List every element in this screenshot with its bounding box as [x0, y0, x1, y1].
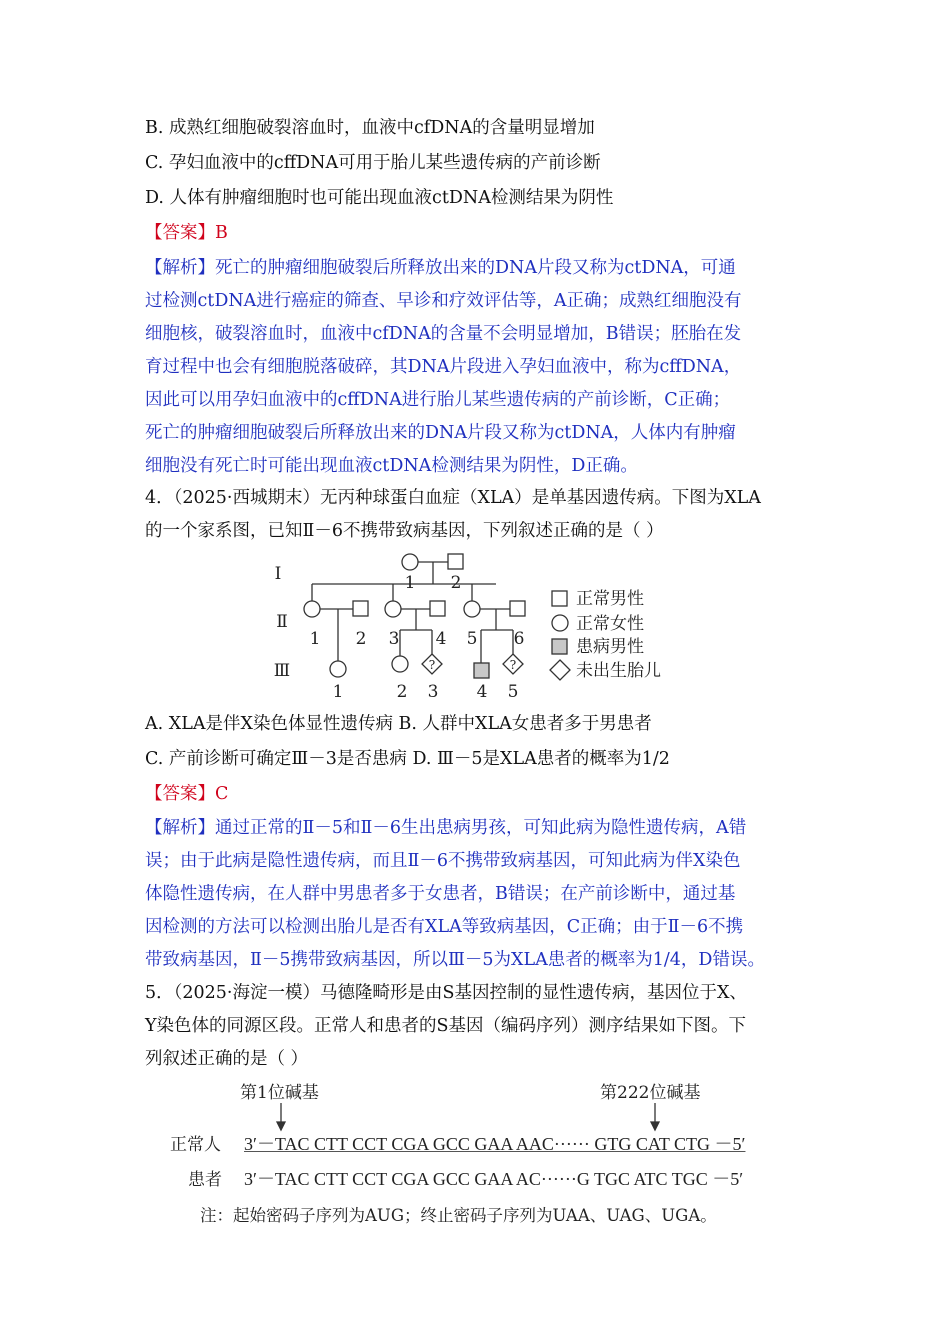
q3-option-b: B. 成熟红细胞破裂溶血时，血液中cfDNA的含量明显增加 — [145, 118, 595, 138]
q3-explanation-line: 过检测ctDNA进行癌症的筛查、早诊和疗效评估等，A正确；成熟红细胞没有 — [145, 291, 742, 311]
figure-note: 注：起始密码子序列为AUG；终止密码子序列为UAA、UAG、UGA。 — [200, 1206, 717, 1225]
gen2-female-1 — [304, 601, 320, 617]
q3-option-c: C. 孕妇血液中的cffDNA可用于胎儿某些遗传病的产前诊断 — [145, 153, 601, 173]
id-label: 5 — [507, 682, 519, 702]
q4-explanation-line: 【解析】通过正常的Ⅱ－5和Ⅱ－6生出患病男孩，可知此病为隐性遗传病，A错 — [145, 818, 747, 838]
q3-explanation-line: 死亡的肿瘤细胞破裂后所释放出来的DNA片段又称为ctDNA，人体内有肿瘤 — [145, 423, 736, 443]
q4-options-cd: C. 产前诊断可确定Ⅲ－3是否患病 D. Ⅲ－5是XLA患者的概率为1/2 — [145, 749, 670, 769]
q4-options-ab: A. XLA是伴X染色体显性遗传病 B. 人群中XLA女患者多于男患者 — [145, 714, 652, 734]
sequence-figure — [170, 1076, 810, 1226]
id-label: 6 — [513, 629, 525, 649]
gen1-male-2 — [448, 554, 463, 569]
gen3-affected-male-4 — [474, 663, 489, 678]
legend-normal-male-symbol — [552, 591, 567, 606]
position-arrows — [170, 1076, 810, 1136]
id-label: 3 — [388, 629, 400, 649]
q4-answer: 【答案】C — [145, 784, 229, 804]
q3-explanation-line: 因此可以用孕妇血液中的cffDNA进行胎儿某些遗传病的产前诊断，C正确； — [145, 390, 731, 410]
label-position-222: 第222位碱基 — [600, 1083, 701, 1103]
unknown-mark: ? — [428, 658, 436, 672]
legend-label: 正常女性 — [576, 614, 644, 634]
id-label: 1 — [404, 573, 416, 593]
legend-label: 未出生胎儿 — [576, 661, 661, 681]
q3-explanation-line: 育过程中也会有细胞脱落破碎，其DNA片段进入孕妇血液中，称为cffDNA， — [145, 357, 742, 377]
q5-stem-line: 列叙述正确的是（ ） — [145, 1049, 309, 1069]
legend-fetus-symbol — [550, 660, 570, 680]
gen3-female-1 — [330, 661, 346, 677]
id-label: 2 — [396, 682, 408, 702]
id-label: 4 — [435, 629, 447, 649]
gen-label: Ⅱ — [276, 612, 288, 632]
normal-label: 正常人 — [170, 1135, 221, 1155]
gen2-female-3 — [385, 601, 401, 617]
q4-explanation-line: 因检测的方法可以检测出胎儿是否有XLA等致病基因，C正确；由于Ⅱ－6不携 — [145, 917, 744, 937]
q4-explanation-line: 误；由于此病是隐性遗传病，而且Ⅱ－6不携带致病基因，可知此病为伴X染色 — [145, 851, 741, 871]
gen-label: Ⅰ — [274, 564, 282, 584]
q5-stem-line: Y染色体的同源区段。正常人和患者的S基因（编码序列）测序结果如下图。下 — [145, 1016, 747, 1036]
q3-explanation-line: 细胞没有死亡时可能出现血液ctDNA检测结果为阴性，D正确。 — [145, 456, 638, 476]
id-label: 2 — [355, 629, 367, 649]
q4-stem-line: 的一个家系图，已知Ⅱ－6不携带致病基因，下列叙述正确的是（ ） — [145, 521, 664, 541]
id-label: 5 — [466, 629, 478, 649]
legend-affected-male-symbol — [552, 639, 567, 654]
gen3-female-2 — [392, 656, 408, 672]
id-label: 3 — [427, 682, 439, 702]
legend-normal-female-symbol — [552, 615, 568, 631]
normal-sequence: 3′－TAC CTT CCT CGA GCC GAA AAC······ GTG CAT CTG －5′ — [244, 1134, 746, 1154]
patient-label: 患者 — [188, 1170, 222, 1190]
q4-explanation-line: 体隐性遗传病，在人群中男患者多于女患者，B错误；在产前诊断中，通过基 — [145, 884, 736, 904]
q4-explanation-line: 带致病基因，Ⅱ－5携带致病基因，所以Ⅲ－5为XLA患者的概率为1/4，D错误。 — [145, 950, 765, 970]
label-position-1: 第1位碱基 — [240, 1083, 319, 1103]
id-label: 1 — [309, 629, 321, 649]
q3-option-d: D. 人体有肿瘤细胞时也可能出现血液ctDNA检测结果为阴性 — [145, 188, 614, 208]
q3-explanation-line: 【解析】死亡的肿瘤细胞破裂后所释放出来的DNA片段又称为ctDNA，可通 — [145, 258, 736, 278]
q5-stem-line: 5．（2025·海淀一模）马德隆畸形是由S基因控制的显性遗传病，基因位于X、 — [145, 983, 747, 1003]
id-label: 1 — [332, 682, 344, 702]
legend-label: 患病男性 — [576, 637, 644, 657]
gen-label: Ⅲ — [273, 661, 291, 681]
q3-explanation-line: 细胞核，破裂溶血时，血液中cfDNA的含量不会明显增加，B错误；胚胎在发 — [145, 324, 742, 344]
gen2-male-6 — [510, 601, 525, 616]
gen2-female-5 — [464, 601, 480, 617]
legend-label: 正常男性 — [576, 589, 644, 609]
gen1-female-1 — [402, 554, 418, 570]
patient-sequence: 3′－TAC CTT CCT CGA GCC GAA AC······G TGC ATC TGC －5′ — [244, 1169, 744, 1189]
id-label: 4 — [476, 682, 488, 702]
id-label: 2 — [450, 573, 462, 593]
q4-stem-line: 4．（2025·西城期末）无丙种球蛋白血症（XLA）是单基因遗传病。下图为XLA — [145, 488, 761, 508]
pedigree-figure — [260, 548, 690, 704]
unknown-mark: ? — [509, 658, 517, 672]
gen2-male-4 — [430, 601, 445, 616]
q3-answer: 【答案】B — [145, 223, 228, 243]
gen2-male-2 — [353, 601, 368, 616]
